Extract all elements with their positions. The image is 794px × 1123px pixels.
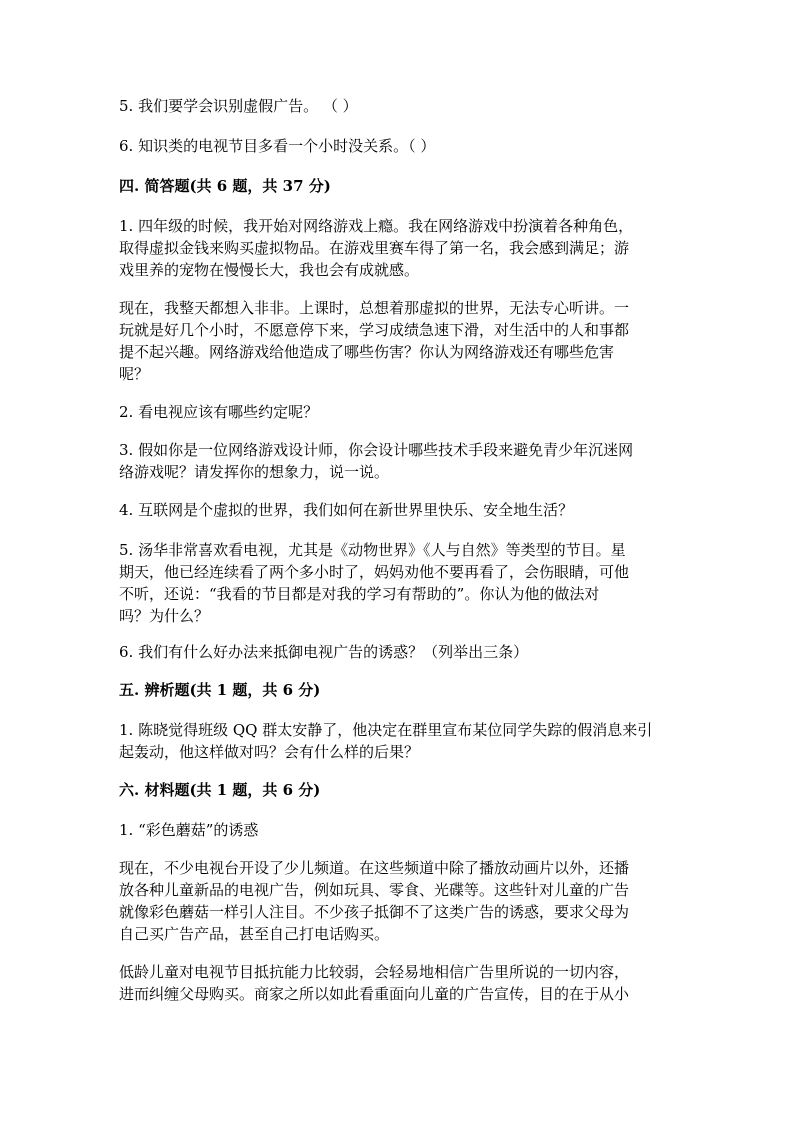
short-answer-q1-line7: 呢？ [119,365,150,383]
short-answer-q1-line4: 现在，我整天都想入非非。上课时，总想着那虚拟的世界，无法专心听讲。一 [119,299,630,317]
analysis-q1-line1: 1. 陈晓觉得班级 QQ 群太安静了，他决定在群里宣布某位同学失踪的假消息来引 [119,721,653,739]
short-answer-q5-line4: 吗？为什么？ [119,607,210,625]
short-answer-q5-line1: 5. 汤华非常喜欢看电视，尤其是《动物世界》《人与自然》等类型的节目。星 [119,541,626,559]
short-answer-q1-line1: 1. 四年级的时候，我开始对网络游戏上瘾。我在网络游戏中扮演着各种角色， [119,217,634,235]
short-answer-q2: 2. 看电视应该有哪些约定呢？ [119,403,319,421]
short-answer-q4: 4. 互联网是个虚拟的世界，我们如何在新世界里快乐、安全地生活？ [119,501,574,519]
short-answer-q3-line2: 络游戏呢？请发挥你的想象力，说一说。 [119,463,390,481]
question-5-true-false: 5. 我们要学会识别虚假广告。 （ ） [119,97,358,115]
section-heading-material: 六. 材料题(共 1 题，共 6 分) [119,781,321,799]
material-q1-title: 1. “彩色蘑菇”的诱惑 [119,821,259,839]
short-answer-q1-line3: 戏里养的宠物在慢慢长大，我也会有成就感。 [119,261,420,279]
material-paragraph1-line4: 自己买广告产品，甚至自己打电话购买。 [119,925,390,943]
analysis-q1-line2: 起轰动，他这样做对吗？会有什么样的后果？ [119,743,420,761]
material-paragraph1-line3: 就像彩色蘑菇一样引人注目。不少孩子抵御不了这类广告的诱惑，要求父母为 [119,903,630,921]
material-paragraph2-line2: 进而纠缠父母购买。商家之所以如此看重面向儿童的广告宣传，目的在于从小 [119,985,630,1003]
question-6-true-false: 6. 知识类的电视节目多看一个小时没关系。（ ） [119,137,436,155]
short-answer-q6: 6. 我们有什么好办法来抵御电视广告的诱惑？（列举出三条） [119,643,529,661]
material-paragraph2-line1: 低龄儿童对电视节目抵抗能力比较弱，会轻易地相信广告里所说的一切内容， [119,963,630,981]
material-paragraph1-line2: 放各种儿童新品的电视广告，例如玩具、零食、光碟等。这些针对儿童的广告 [119,881,630,899]
section-heading-analysis: 五. 辨析题(共 1 题，共 6 分) [119,681,321,699]
material-paragraph1-line1: 现在，不少电视台开设了少儿频道。在这些频道中除了播放动画片以外，还播 [119,859,630,877]
short-answer-q1-line6: 提不起兴趣。网络游戏给他造成了哪些伤害？你认为网络游戏还有哪些危害 [119,343,615,361]
short-answer-q1-line2: 取得虚拟金钱来购买虚拟物品。在游戏里赛车得了第一名，我会感到满足；游 [119,239,630,257]
short-answer-q5-line3: 不听，还说：“我看的节目都是对我的学习有帮助的”。你认为他的做法对 [119,585,600,603]
short-answer-q1-line5: 玩就是好几个小时，不愿意停下来，学习成绩急速下滑，对生活中的人和事都 [119,321,630,339]
short-answer-q5-line2: 期天，他已经连续看了两个多小时了，妈妈劝他不要再看了，会伤眼睛，可他 [119,563,630,581]
section-heading-short-answer: 四. 简答题(共 6 题，共 37 分) [119,177,331,195]
short-answer-q3-line1: 3. 假如你是一位网络游戏设计师，你会设计哪些技术手段来避免青少年沉迷网 [119,441,634,459]
